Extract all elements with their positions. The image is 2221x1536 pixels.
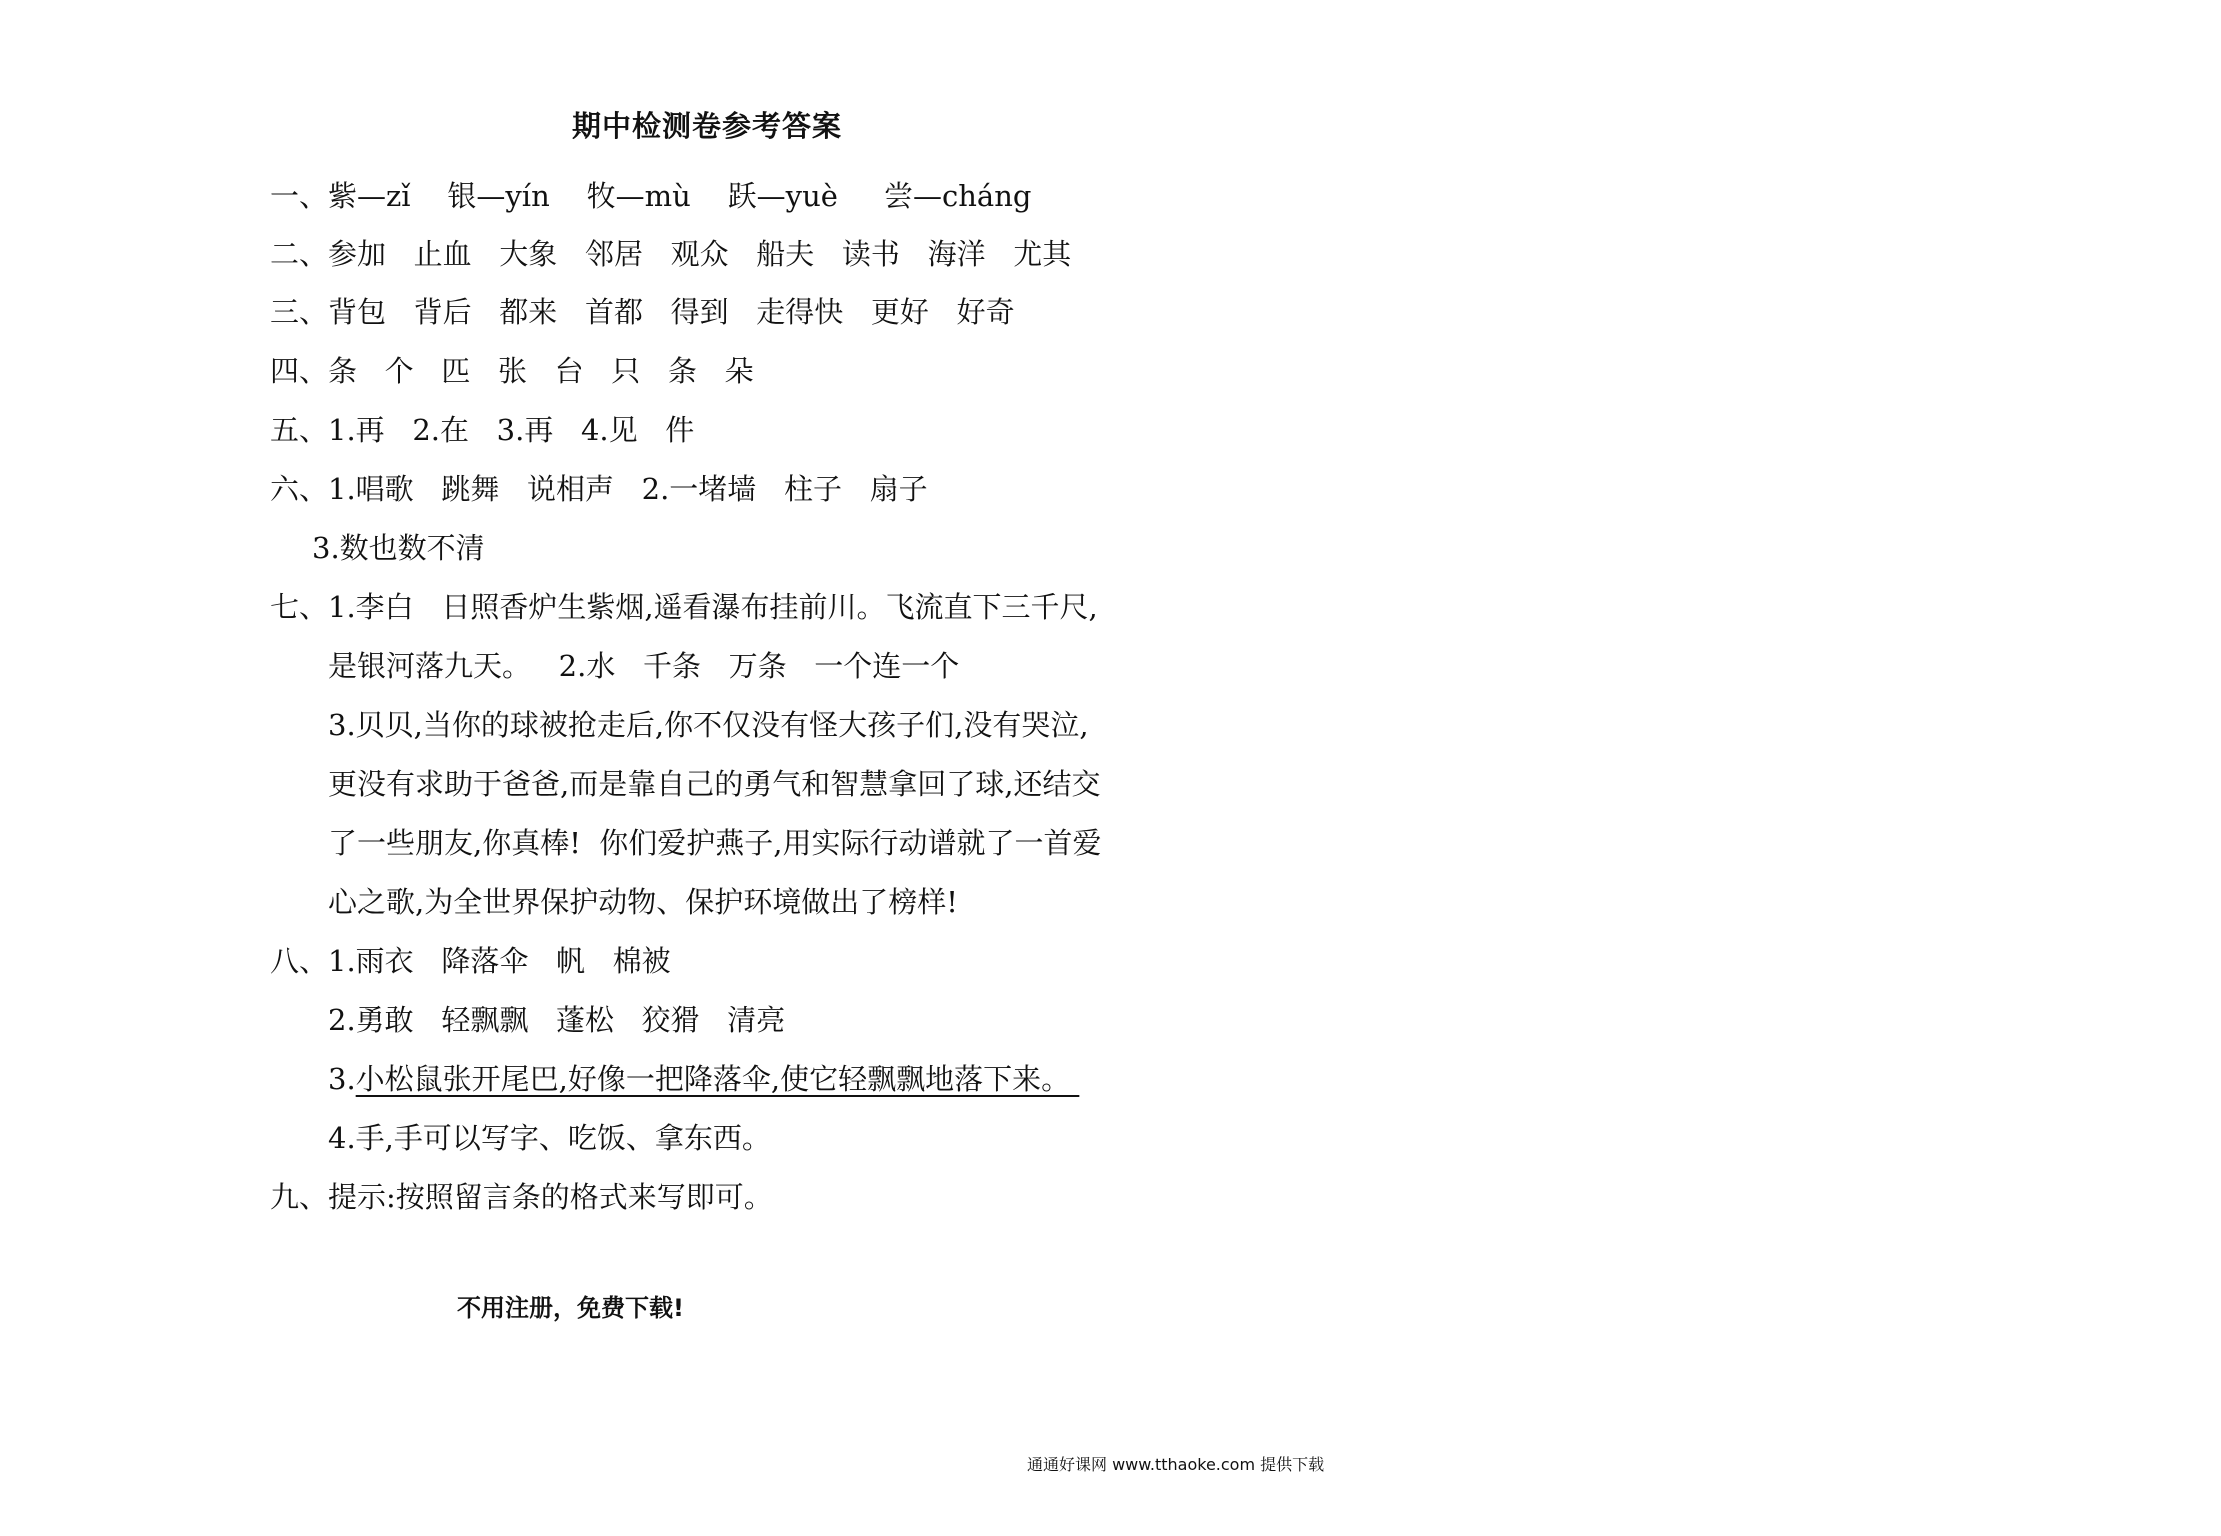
answer-line-5: 五、1.再 2.在 3.再 4.见 件 (270, 413, 695, 447)
answer-line-7d: 更没有求助于爸爸,而是靠自己的勇气和智慧拿回了球,还结交 (328, 767, 1101, 801)
answer-line-7c: 3.贝贝,当你的球被抢走后,你不仅没有怪大孩子们,没有哭泣, (328, 708, 1089, 742)
answer-line-6a: 六、1.唱歌 跳舞 说相声 2.一堵墙 柱子 扇子 (270, 472, 928, 506)
answer-line-9: 九、提示:按照留言条的格式来写即可。 (270, 1180, 773, 1214)
answer-line-3: 三、背包 背后 都来 首都 得到 走得快 更好 好奇 (270, 295, 1015, 329)
answer-line-6b: 3.数也数不清 (312, 531, 485, 565)
answer-line-4: 四、条 个 匹 张 台 只 条 朵 (270, 354, 754, 388)
answer-line-1: 一、紫—zǐ 银—yín 牧—mù 跃—yuè 尝—cháng (270, 179, 1032, 213)
answer-number: 3. (328, 1062, 356, 1096)
answer-line-8a: 八、1.雨衣 降落伞 帆 棉被 (270, 944, 671, 978)
promo-text: 不用注册，免费下载! (457, 1294, 684, 1322)
answer-line-7f: 心之歌,为全世界保护动物、保护环境做出了榜样! (328, 885, 958, 919)
answer-line-8d: 4.手,手可以写字、吃饭、拿东西。 (328, 1121, 771, 1155)
answer-line-2: 二、参加 止血 大象 邻居 观众 船夫 读书 海洋 尤其 (270, 237, 1072, 271)
answer-line-8c (328, 1059, 1079, 1099)
answer-line-7b: 是银河落九天。 2.水 千条 万条 一个连一个 (328, 649, 960, 683)
answer-line-8b: 2.勇敢 轻飘飘 蓬松 狡猾 清亮 (328, 1003, 786, 1037)
footer-source: 通通好课网 www.tthaoke.com 提供下载 (1027, 1455, 1325, 1474)
answer-line-7e: 了一些朋友,你真棒! 你们爱护燕子,用实际行动谱就了一首爱 (328, 826, 1102, 860)
page-title: 期中检测卷参考答案 (572, 109, 843, 143)
answer-line-7a: 七、1.李白 日照香炉生紫烟,遥看瀑布挂前川。飞流直下三千尺, (270, 590, 1098, 624)
underlined-answer: 小松鼠张开尾巴,好像一把降落伞,使它轻飘飘地落下来。 (355, 1062, 1080, 1096)
